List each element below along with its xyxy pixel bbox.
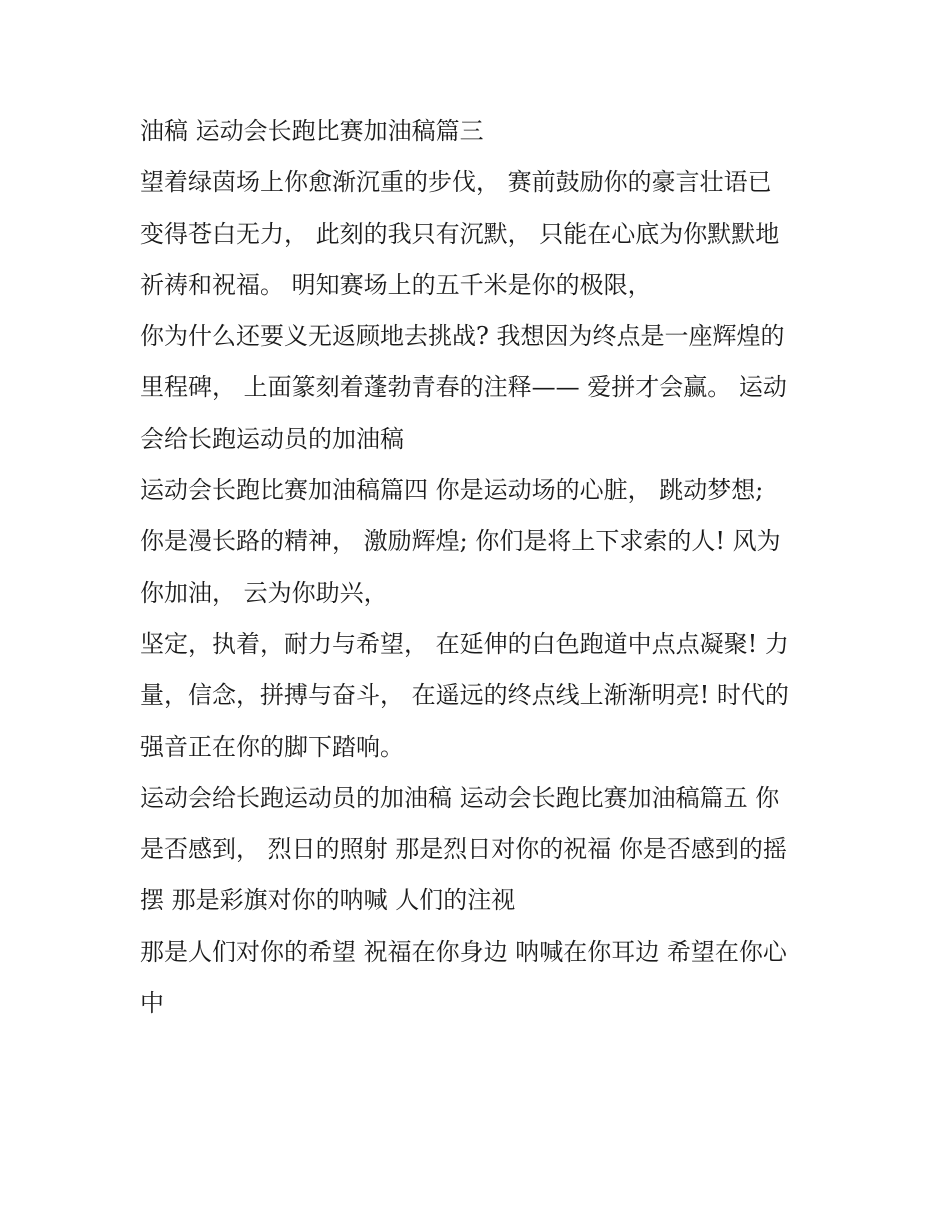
text-line: 强音正在你的脚下踏响。 [140, 732, 404, 761]
text-line: 你加油， 云为你助兴， [140, 578, 388, 607]
text-line: 那是人们对你的希望 祝福在你身边 呐喊在你耳边 希望在你心 [140, 937, 787, 966]
text-line: 会给长跑运动员的加油稿 [140, 424, 404, 453]
text-line: 坚定，执着，耐力与希望， 在延伸的白色跑道中点点凝聚! 力 [140, 629, 789, 658]
text-line: 运动会长跑比赛加油稿篇四 你是运动场的心脏， 跳动梦想; [140, 476, 764, 505]
text-line: 里程碑， 上面篆刻着蓬勃青春的注释—— 爱拼才会赢。 运动 [140, 373, 787, 402]
text-line: 你为什么还要义无返顾地去挑战? 我想因为终点是一座辉煌的 [140, 322, 785, 351]
text-line: 祈祷和祝福。 明知赛场上的五千米是你的极限， [140, 270, 652, 299]
text-line: 望着绿茵场上你愈渐沉重的步伐， 赛前鼓励你的豪言壮语已 [140, 168, 772, 197]
document-body [140, 106, 812, 1029]
text-line: 变得苍白无力， 此刻的我只有沉默， 只能在心底为你默默地 [140, 219, 780, 248]
text-line: 是否感到， 烈日的照射 那是烈日对你的祝福 你是否感到的摇 [140, 835, 787, 864]
text-line: 你是漫长路的精神， 激励辉煌; 你们是将上下求索的人! 风为 [140, 527, 781, 556]
text-line: 中 [140, 989, 164, 1018]
text-line: 油稿 运动会长跑比赛加油稿篇三 [140, 117, 484, 145]
text-line: 量，信念，拼搏与奋斗， 在遥远的终点线上渐渐明亮! 时代的 [140, 681, 789, 710]
text-line: 摆 那是彩旗对你的呐喊 人们的注视 [140, 886, 516, 915]
text-line: 运动会给长跑运动员的加油稿 运动会长跑比赛加油稿篇五 你 [140, 783, 780, 812]
